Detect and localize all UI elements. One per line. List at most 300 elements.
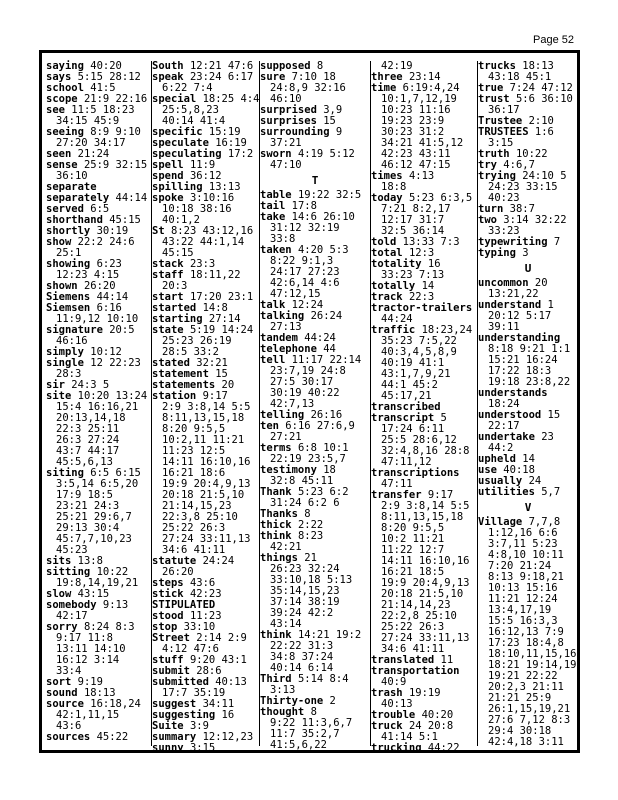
page-line-refs: 9:22 11:3,6,7 (270, 717, 353, 729)
page-line-refs: 44 (323, 343, 336, 355)
page-line-refs: 10:12 (90, 346, 122, 358)
index-word: talking (260, 310, 305, 322)
page-line-refs: 3:14 32:22 (503, 214, 567, 226)
page-line-refs: 22:3 25:11 (56, 423, 120, 435)
page-line-refs: 18:13 (83, 687, 116, 699)
page-line-refs: 19:21 22:22 (488, 670, 558, 682)
page-line-refs: 13:33 7:3 (402, 236, 460, 248)
index-word: surrounding (260, 126, 330, 138)
index-word: siting (46, 467, 84, 479)
page-line-refs: 12 22:23 (90, 357, 141, 369)
page-line-refs: 25:9 32:15 (83, 159, 148, 171)
page-line-refs: 26:23 32:24 (270, 563, 340, 575)
page-line-refs: 27:21 (270, 431, 302, 443)
index-word: transcript (371, 412, 435, 424)
page-line-refs: 18:8 (381, 181, 407, 193)
page-line-refs: 20:18 21:5,10 (162, 489, 245, 501)
page-line-refs: 12:23 4:15 (56, 269, 120, 281)
page-line-refs: 11 (440, 654, 454, 666)
page-line-refs: 33:10,18 5:13 (270, 574, 353, 586)
page-line-refs: 21:9 22:16 (83, 93, 148, 105)
page-line-refs: 11:22 12:7 (381, 544, 445, 556)
index-word: sort (46, 676, 72, 688)
page-line-refs: 27:20 34:17 (56, 137, 126, 149)
index-word: true (478, 82, 504, 94)
page-line-refs: 6:5 (90, 203, 110, 215)
index-word: surprised (260, 104, 317, 116)
index-word: uncommon (478, 277, 529, 289)
page-line-refs: 19:18 23:8,22 (488, 376, 571, 388)
page-line-refs: 6:23 (96, 258, 122, 270)
index-word: tandem (260, 332, 298, 344)
index-word: sunny (152, 742, 184, 754)
index-entry (478, 487, 578, 498)
page-line-refs: 11:5 18:23 (71, 104, 135, 116)
index-word: Siemens (46, 291, 91, 303)
page-line-refs: 5 (440, 412, 447, 424)
page-line-refs: 43:1,7,9,21 (381, 368, 451, 380)
page-line-refs: 18:11,22 (189, 269, 241, 281)
index-word: somebody (46, 599, 97, 611)
page-line-refs: 5:23 6:2 (297, 486, 349, 498)
page-line-refs: 24:24 (202, 555, 235, 567)
index-word: sworn (260, 148, 292, 160)
page-line-refs: 22:19 23:5,7 (270, 453, 346, 465)
index-word: seeing (46, 126, 84, 138)
page-line-refs: 40:3,4,5,8,9 (381, 346, 457, 358)
index-word: simply (46, 346, 84, 358)
page-line-refs: 45:7,7,10,23 (56, 533, 132, 545)
page-line-refs: 12:12,23 (202, 731, 254, 743)
page-line-refs: 44:2 (488, 442, 514, 454)
index-word: translated (371, 654, 435, 666)
page-line-refs: 41:5 (90, 82, 116, 94)
index-word: shorthand (46, 214, 103, 226)
page-line-refs: 10:2,11 11:21 (162, 434, 245, 446)
page-line-refs: 23:14 (408, 71, 441, 83)
index-word: separately (46, 192, 110, 204)
index-word: sits (46, 555, 72, 567)
page-line-refs: 16:18,24 (90, 698, 141, 710)
index-word: testimony (260, 464, 317, 476)
page-line-refs: 26:20 (162, 566, 194, 578)
index-word: surprises (260, 115, 317, 127)
index-word: TRUSTEES (478, 126, 529, 138)
page-line-refs: 15:5 16:3,3 (488, 615, 558, 627)
index-word: station (152, 390, 197, 402)
index-word: source (46, 698, 84, 710)
page-line-refs: 33:10 (183, 621, 216, 633)
page-line-refs: 19:22 32:5 (297, 189, 362, 201)
page-line-refs: 29:13 30:4 (56, 522, 120, 534)
page-line-refs: 42:6,14 4:6 (270, 277, 340, 289)
page-line-refs: 6:19:4,24 (402, 82, 460, 94)
index-column-2 (151, 60, 260, 754)
page-line-refs: 6:16 (96, 302, 122, 314)
page-line-refs: 20:18 21:5,10 (381, 588, 464, 600)
page-line-refs: 7,7,8 (528, 516, 561, 528)
page-line-refs: 8:18 9:21 1:1 (488, 343, 571, 355)
page-line-refs: 40:14 6:14 (270, 662, 334, 674)
page-line-refs: 21:21 25:9 (488, 692, 552, 704)
page-line-refs: 36:10 (56, 170, 88, 182)
index-word: trash (371, 687, 403, 699)
page-line-refs: 8 (304, 508, 311, 520)
page-line-refs: 17:9 18:5 (56, 489, 113, 501)
page-line-refs: 1 (547, 299, 554, 311)
index-word: understands (478, 387, 548, 399)
index-word: sense (46, 159, 78, 171)
page-line-refs: 42:19 (381, 60, 413, 72)
index-word: trouble (371, 709, 416, 721)
page-line-refs: 8 (310, 706, 317, 718)
page-line-refs: 45:5,6,13 (56, 456, 113, 468)
page-line-refs: 18:13 (522, 60, 554, 72)
index-word: Village (478, 516, 523, 528)
index-word: school (46, 82, 84, 94)
index-word: Suite (152, 720, 184, 732)
index-word: steps (152, 577, 184, 589)
page-line-refs: 4:13 (408, 170, 435, 182)
page-line-refs: 12:21 47:6 (189, 60, 254, 72)
index-word: summary (152, 731, 197, 743)
page-line-refs: 33:23 7:13 (381, 269, 445, 281)
page-line-refs: 27:6 7,12 8:3 (488, 714, 571, 726)
page-line-refs: 19:8,14,19,21 (56, 577, 139, 589)
page-line-refs: 18:25 4:4 (202, 93, 260, 105)
page-line-refs: 14:11 16:10,16 (381, 555, 470, 567)
page-line-refs: 9:13 (102, 599, 129, 611)
index-word: Thank (260, 486, 292, 498)
page-line-refs: 23 (541, 431, 554, 443)
section-letter: T (311, 174, 319, 187)
page-line-refs: 42:17 (56, 610, 88, 622)
page-line-refs: 8:20 9:5,5 (162, 423, 226, 435)
index-word: Thirty-one (260, 695, 324, 707)
index-word: St (152, 225, 165, 237)
page-line-refs: 10:23 11:16 (381, 104, 451, 116)
page-line-refs: 33:8 (270, 233, 296, 245)
index-word: table (260, 189, 292, 201)
page-line-refs: 24:3 5 (71, 379, 110, 391)
page-line-refs: 46:10 (270, 93, 302, 105)
index-word: transcriptions (371, 467, 460, 479)
page-line-refs: 17:22 18:3 (488, 365, 552, 377)
page-line-refs: 31:12 32:19 (270, 222, 340, 234)
page-line-refs: 25:23 26:19 (162, 335, 232, 347)
page-line-refs: 23:21 24:3 (56, 500, 120, 512)
page-line-refs: 10:18 38:16 (162, 203, 232, 215)
page-line-refs: 37:14 38:19 (270, 596, 340, 608)
page-line-refs: 40:20 (421, 709, 454, 721)
page-line-refs: 8:13 9:18,21 (488, 571, 564, 583)
index-word: things (260, 552, 298, 564)
page-line-refs: 43:6 (56, 720, 82, 732)
index-word: spell (152, 159, 184, 171)
index-word: totality (371, 258, 422, 270)
page-line-refs: 2:9 3:8,14 5:5 (381, 500, 470, 512)
index-word: talk (260, 299, 286, 311)
index-word: telephone (260, 343, 317, 355)
page-line-refs: 12:3 (408, 247, 435, 259)
index-word: submitted (152, 676, 209, 688)
page-line-refs: 5:23 6:3,5 (408, 192, 473, 204)
index-word: spoke (152, 192, 184, 204)
page-line-refs: 40:23 (488, 192, 520, 204)
index-word: speak (152, 71, 184, 83)
page-line-refs: 34:21 41:5,12 (381, 137, 464, 149)
page-line-refs: 20 (534, 277, 548, 289)
page-line-refs: 14 (421, 280, 435, 292)
page-line-refs: 15 (323, 115, 336, 127)
page-line-refs: 29:4 30:18 (488, 725, 552, 737)
index-word: state (152, 324, 184, 336)
page-line-refs: 18:24 (488, 398, 520, 410)
page-line-refs: 41:5,6,22 (270, 739, 327, 751)
page-line-refs: 10:2 11:21 (381, 533, 445, 545)
index-word: thick (260, 519, 292, 531)
index-word: tail (260, 200, 286, 212)
index-word: sir (46, 379, 65, 391)
page-line-refs: 8:9 9:10 (90, 126, 141, 138)
page-line-refs: 14:6 26:10 (291, 211, 355, 223)
page-line-refs: 24 (528, 475, 542, 487)
index-word: transfer (371, 489, 422, 501)
page-line-refs: 44:24 (304, 332, 336, 344)
page-line-refs: 24:10 5 (522, 170, 567, 182)
page-line-refs: 47:11 (381, 478, 413, 490)
index-word: speculate (152, 137, 209, 149)
index-word: sure (260, 71, 286, 83)
index-word: stop (152, 621, 178, 633)
index-entry (152, 743, 259, 754)
page-line-refs: 6:22 7:4 (162, 82, 213, 94)
index-word: ten (260, 420, 279, 432)
page-line-refs: 5,7 (541, 486, 561, 498)
page-line-refs: 40:14 41:4 (162, 115, 226, 127)
page-line-refs: 16:12 3:14 (56, 654, 120, 666)
page-line-refs: 13:4,17,19 (488, 604, 552, 616)
page-line-refs: 45:15 (109, 214, 141, 226)
index-word: turn (478, 203, 504, 215)
page-line-refs: 8:22 9:1,3 (270, 255, 334, 267)
page-line-refs: 44:1 45:2 (381, 379, 438, 391)
page-line-refs: 3:7,11 5:23 (488, 538, 558, 550)
page-line-refs: 20:12 5:17 (488, 310, 552, 322)
page-line-refs: 25:21 29:6,7 (56, 511, 132, 523)
page-line-refs: 25:1 (56, 247, 82, 259)
index-word: Street (152, 632, 190, 644)
page-line-refs: 24:8,9 32:16 (270, 82, 346, 94)
index-word: sound (46, 687, 78, 699)
index-entry (478, 248, 578, 259)
page-line-refs: 34:6 41:11 (381, 643, 445, 655)
index-word: separate (46, 181, 97, 193)
index-word: taken (260, 244, 292, 256)
page-line-refs: 11:17 22:14 (291, 354, 362, 366)
page-line-refs: 45:17,21 (381, 390, 432, 402)
page-line-refs: 2 (329, 695, 336, 707)
index-word: upheld (478, 453, 516, 465)
index-word: take (260, 211, 286, 223)
index-word: see (46, 104, 65, 116)
page-line-refs: 21 (304, 552, 317, 564)
page-line-refs: 7:24 47:12 (509, 82, 573, 94)
index-word: typing (478, 247, 516, 259)
index-word: starting (152, 313, 203, 325)
page-line-refs: 8:23 43:12,16 (170, 225, 254, 237)
index-entry (46, 732, 150, 743)
page-line-refs: 20:13,14,18 (56, 412, 126, 424)
page-line-refs: 21:14,14,23 (381, 599, 451, 611)
page-line-refs: 44:24 (381, 313, 413, 325)
page-line-refs: 18 (323, 464, 336, 476)
page-line-refs: 33:4 (56, 665, 82, 677)
page-line-refs: 45:22 (96, 731, 129, 743)
page-line-refs: 34:11 (202, 698, 235, 710)
page-line-refs: 22:3 (408, 291, 435, 303)
page-line-refs: 31:24 6:2 6 (270, 497, 340, 509)
page-line-refs: 30:23 31:2 (381, 126, 445, 138)
index-word: spilling (152, 181, 203, 193)
index-word: seen (46, 148, 72, 160)
index-word: thought (260, 706, 305, 718)
page-line-refs: 3:15 (488, 137, 514, 149)
page-line-refs: 3 (522, 247, 529, 259)
index-column-4 (370, 60, 477, 754)
page-line-refs: 8:20 9:5,5 (381, 522, 445, 534)
page-line-refs: 16:12,13 7:9 (488, 626, 564, 638)
page-line-refs: 4:19 5:12 (297, 148, 355, 160)
index-word: speculating (152, 148, 222, 160)
index-word: supposed (260, 60, 311, 72)
page-line-refs: 17:2 (227, 148, 254, 160)
index-word: try (478, 159, 497, 171)
page-line-refs: 40:13 (381, 698, 413, 710)
index-word: scope (46, 93, 78, 105)
page-line-refs: 34:15 45:9 (56, 115, 120, 127)
page-line-refs: 25:22 26:3 (162, 522, 226, 534)
index-word: understood (478, 409, 542, 421)
page-line-refs: 3:5,14 6:5,20 (56, 478, 139, 490)
page-line-refs: 3,9 (323, 104, 343, 116)
page-line-refs: 36:17 (488, 104, 520, 116)
index-word: Siemsen (46, 302, 91, 314)
index-column-1 (46, 61, 150, 746)
page-line-refs: 22:2 24:6 (77, 236, 135, 248)
page-line-refs: 15:4 16:16,21 (56, 401, 139, 413)
page-line-refs: 4:8,10 10:11 (488, 549, 564, 561)
page-line-refs: 17:8 (291, 200, 317, 212)
page-line-refs: 32:5 36:14 (381, 225, 445, 237)
page-line-refs: 16:19 (215, 137, 247, 149)
index-word: Third (260, 673, 292, 685)
index-word: saying (46, 60, 84, 72)
page-line-refs: 33:23 (488, 225, 520, 237)
page-line-refs: 13:13 (208, 181, 241, 193)
page-line-refs: 15 (547, 409, 561, 421)
page-line-refs: 26:3 27:24 (56, 434, 120, 446)
index-word: suggest (152, 698, 197, 710)
page-line-refs: 43:18 45:1 (488, 71, 552, 83)
page-line-refs: 4:12 47:6 (162, 643, 219, 655)
page-line-refs: 25:22 26:3 (381, 621, 445, 633)
page-line-refs: 27:24 33:11,13 (381, 632, 470, 644)
page-line-refs: 5:15 28:12 (77, 71, 141, 83)
page-line-refs: 13:8 (77, 555, 103, 567)
index-word: totally (371, 280, 416, 292)
page-line-refs: 8:24 8:3 (83, 621, 135, 633)
index-word: STIPULATED (152, 599, 216, 611)
index-word: slow (46, 588, 72, 600)
page-line-refs: 21:24 (77, 148, 110, 160)
page-line-refs: 1:12,16 6:6 (488, 527, 558, 539)
index-word: trucking (371, 742, 422, 754)
page-line-refs: 11:23 12:5 (162, 445, 226, 457)
index-word: two (478, 214, 497, 226)
page-line-refs: 22:17 (488, 420, 520, 432)
page-line-refs: 9:19 (77, 676, 103, 688)
page-line-refs: 28:3 (56, 368, 82, 380)
section-letter: V (524, 501, 532, 514)
page-line-refs: 32:21 (196, 357, 228, 369)
page-line-refs: 2:22 (297, 519, 324, 531)
page-line-refs: 11:9 (189, 159, 216, 171)
page-line-refs: 39:24 42:2 (270, 607, 334, 619)
page-line-refs: 27:14 (208, 313, 241, 325)
section-letter: U (524, 262, 532, 275)
page-line-refs: 19:9 20:4,9,13 (162, 478, 251, 490)
page-line-refs: 3:9 (189, 720, 209, 732)
page-line-refs: 25:5 28:6,12 (381, 434, 457, 446)
page-line-refs: 26:1,15,19,21 (488, 703, 571, 715)
page-line-refs: 5:19 14:24 (189, 324, 254, 336)
page-line-refs: 43:15 (77, 588, 110, 600)
page-line-refs: 20:2,3 21:11 (488, 681, 564, 693)
page-line-refs: 42:1,11,15 (56, 709, 120, 721)
page-line-refs: 27:5 30:17 (270, 376, 334, 388)
page-line-refs: 26:16 (310, 409, 343, 421)
index-word: transcribed (371, 401, 441, 413)
page-line-refs: 3:10:16 (189, 192, 235, 204)
page-line-refs: 13:11 14:10 (56, 643, 126, 655)
page-line-refs: 42:23 43:11 (381, 148, 451, 160)
index-word: three (371, 71, 403, 83)
page-line-refs: 1:6 (534, 126, 554, 138)
page-line-refs: 16 (221, 709, 235, 721)
page-line-refs: 27:13 (270, 321, 302, 333)
index-word: South (152, 60, 184, 72)
page-line-refs: 9:17 (202, 390, 228, 402)
page-line-refs: 41:14 5:1 (381, 731, 438, 743)
page-line-refs: 3:15 (189, 742, 216, 754)
page-line-refs: 15:19 (208, 126, 241, 138)
index-word: typewriting (478, 236, 548, 248)
index-word: specific (152, 126, 203, 138)
page-line-refs: 42:4,18 3:11 (488, 736, 564, 748)
page-line-refs: 18:10,11,15,16 (488, 648, 577, 660)
page-line-refs: 44:22 (427, 742, 460, 754)
page-line-refs: 42:23 (189, 588, 222, 600)
page-line-refs: 16:21 18:6 (162, 467, 226, 479)
index-word: says (46, 71, 72, 83)
index-word: show (46, 236, 72, 248)
page-line-refs: 16:21 18:5 (381, 566, 445, 578)
page-line-refs: 7:10 18 (291, 71, 336, 83)
index-word: site (46, 390, 72, 402)
page-line-refs: 19:23 23:9 (381, 115, 445, 127)
index-word: stack (152, 258, 184, 270)
